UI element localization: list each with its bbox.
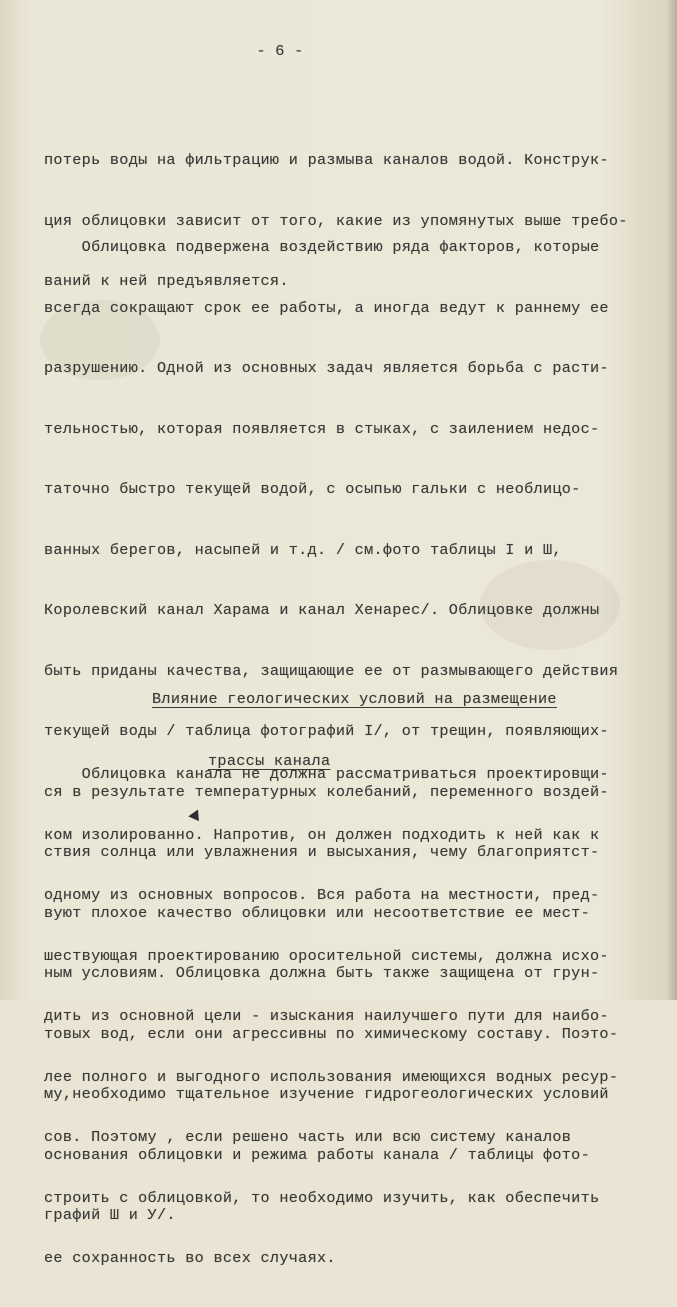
text-line: дить из основной цели - изыскания наилучшего пути для наибо- <box>44 1007 609 1025</box>
text-line: строить с облицовкой, то необходимо изучить, как обеспечить <box>44 1188 600 1207</box>
page-number: - 6 - <box>256 42 304 60</box>
page-edge-shadow <box>667 0 677 1000</box>
heading-line: трассы канала <box>208 752 331 770</box>
text-line: ным условиям. Облицовка должна быть также защищена от грун- <box>44 964 600 982</box>
text-line: быть приданы качества, защищающие ее от размывающего действия <box>44 661 619 680</box>
text-line: основания облицовки и режима работы канала / таблицы фото- <box>44 1145 591 1164</box>
text-line: Королевский канал Харама и канал Хенарес/. Облицовке должны <box>44 601 600 619</box>
text-line: му,необходимо тщательное изучение гидрогеологических условий <box>44 1085 609 1103</box>
text-line: сов. Поэтому , если решено часть или всю систему каналов <box>44 1128 572 1146</box>
text-line: потерь воды на фильтрацию и размыва каналов водой. Конструк- <box>44 151 609 169</box>
text-line: одному из основных вопросов. Вся работа на местности, пред- <box>44 886 600 904</box>
text-line: всегда сокращают срок ее работы, а иногда ведут к раннему ее <box>44 298 609 317</box>
text-line: ком изолированно. Напротив, он должен подходить к ней как к <box>44 825 600 844</box>
text-line: шествующая проектированию оросительной системы, должна исхо- <box>44 946 609 965</box>
text-line: разрушению. Одной из основных задач является борьба с расти- <box>44 359 609 377</box>
text-line: Облицовка подвержена воздействию ряда факторов, которые <box>44 238 600 256</box>
text-line: ванных берегов, насыпей и т.д. / см.фото таблицы I и Ш, <box>44 540 562 559</box>
text-line: товых вод, если они агрессивны по химическому составу. Поэто- <box>44 1024 619 1043</box>
paragraph-3 <box>44 726 618 1307</box>
text-line: ся в результате температурных колебаний, переменного воздей- <box>44 782 609 801</box>
text-line: ваний к ней предъявляется. <box>44 272 289 290</box>
text-line: тельностью, которая появляется в стыках, с заилением недос- <box>44 419 600 438</box>
text-line: ция облицовки зависит от того, какие из упомянутых выше требо- <box>44 211 628 230</box>
text-line: лее полного и выгодного использования имеющихся водных ресур- <box>44 1067 619 1086</box>
text-line: Облицовка канала не должна рассматриваться проектировщи- <box>44 765 609 783</box>
text-line: вуют плохое качество облицовки или несоответствие ее мест- <box>44 903 591 922</box>
text-line: текущей воды / таблица фотографий I/, от трещин, появляющих- <box>44 722 609 740</box>
text-line: ствия солнца или увлажнения и высыхания, чему благоприятст- <box>44 843 600 861</box>
heading-line: Влияние геологических условий на размещение <box>152 690 557 708</box>
text-line: графий Ш и У/. <box>44 1206 176 1224</box>
text-line: ее сохранность во всех случаях. <box>44 1249 336 1267</box>
text-line: таточно быстро текущей водой, с осыпью гальки с необлицо- <box>44 480 581 498</box>
